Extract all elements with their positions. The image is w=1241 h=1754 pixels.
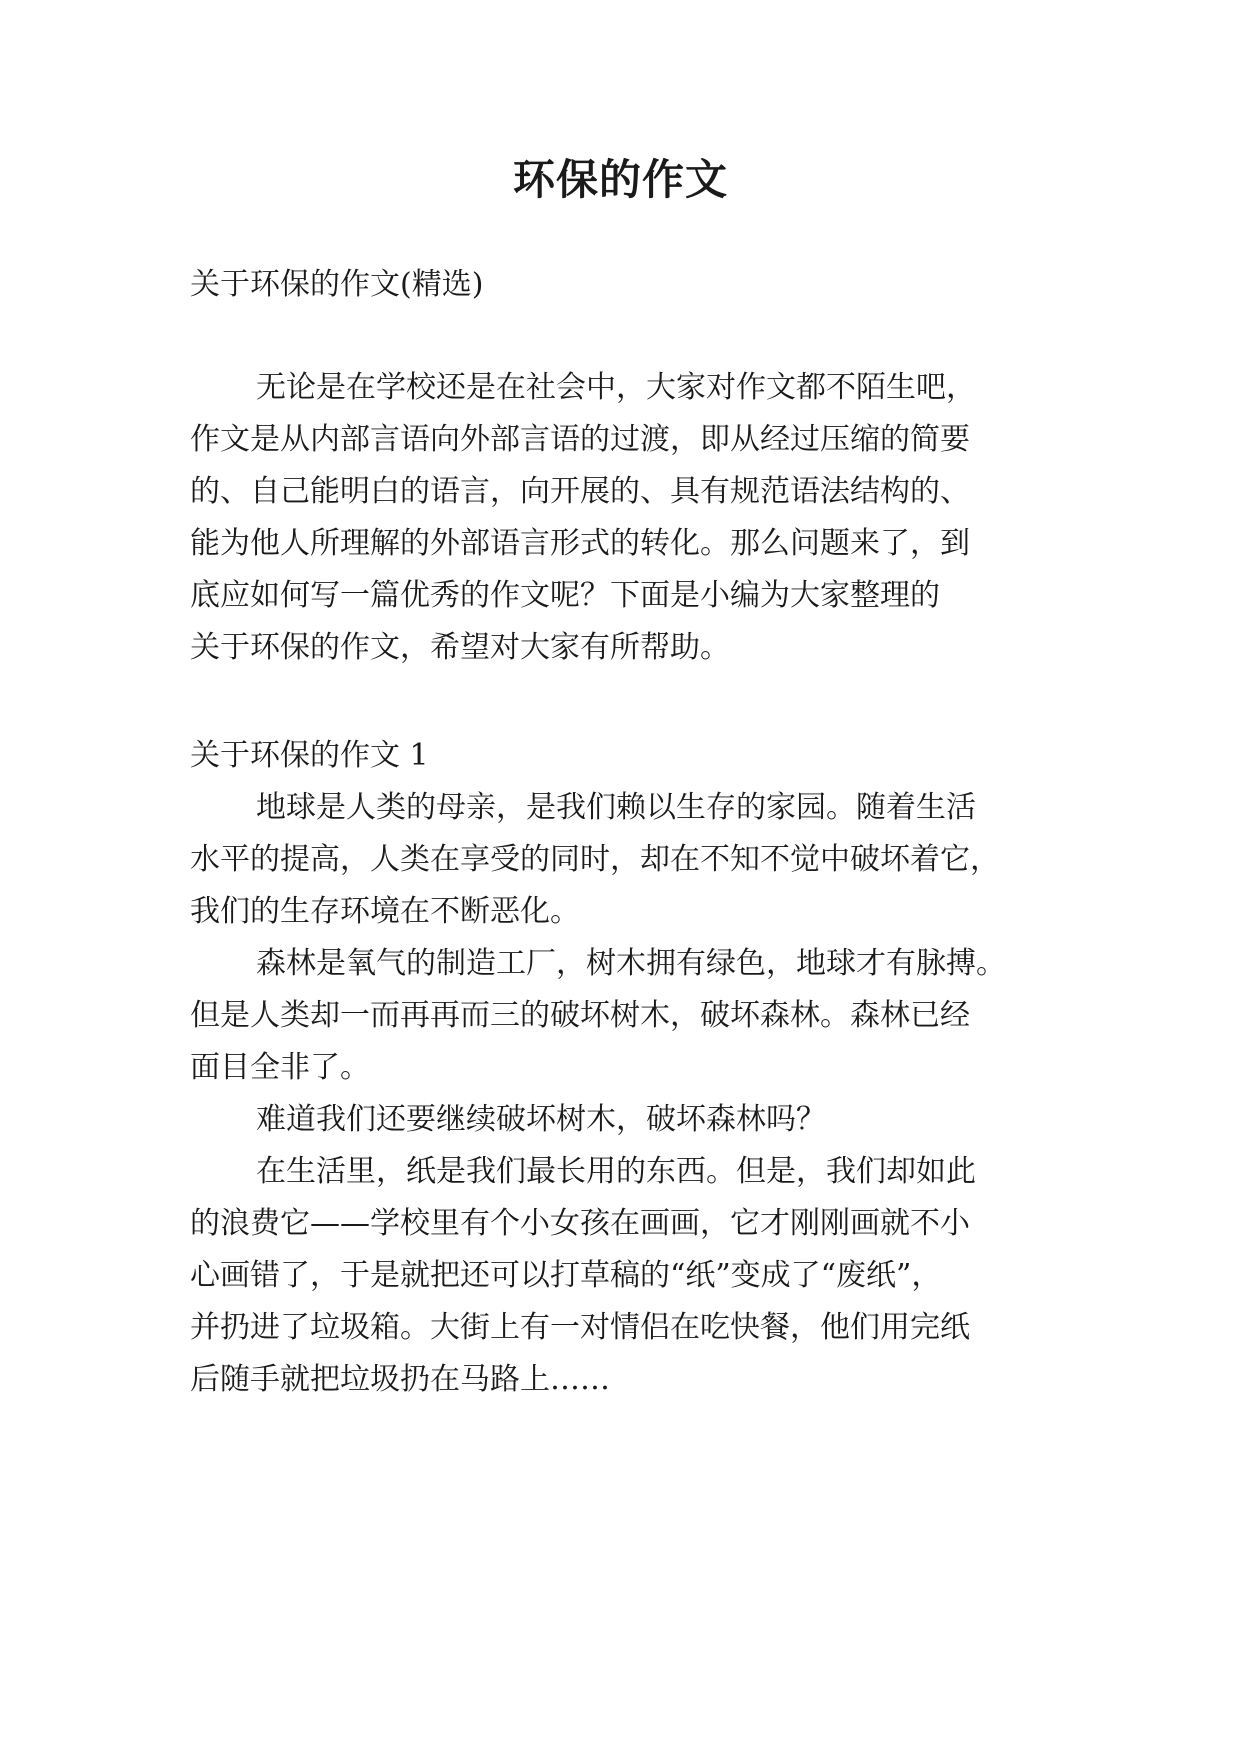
para1-line-3: 我们的生存环境在不断恶化。 [190, 894, 580, 929]
intro-line-1: 无论是在学校还是在社会中，大家对作文都不陌生吧， [256, 370, 976, 405]
para1-line-1: 地球是人类的母亲，是我们赖以生存的家园。随着生活 [256, 790, 976, 825]
document-subtitle: 关于环保的作文(精选) [190, 267, 484, 302]
intro-line-6: 关于环保的作文，希望对大家有所帮助。 [190, 630, 730, 665]
intro-line-4: 能为他人所理解的外部语言形式的转化。那么问题来了，到 [190, 526, 970, 561]
para4-line-5: 后随手就把垃圾扔在马路上…… [190, 1362, 610, 1397]
intro-line-5: 底应如何写一篇优秀的作文呢？下面是小编为大家整理的 [190, 578, 940, 613]
para2-line-1: 森林是氧气的制造工厂，树木拥有绿色，地球才有脉搏。 [256, 946, 1006, 981]
para3-line-1: 难道我们还要继续破坏树木，破坏森林吗？ [256, 1102, 826, 1137]
intro-line-3: 的、自己能明白的语言，向开展的、具有规范语法结构的、 [190, 474, 970, 509]
para2-line-3: 面目全非了。 [190, 1050, 370, 1085]
para4-line-4: 并扔进了垃圾箱。大街上有一对情侣在吃快餐，他们用完纸 [190, 1310, 970, 1345]
para1-line-2: 水平的提高，人类在享受的同时，却在不知不觉中破坏着它， [190, 842, 1000, 877]
para2-line-2: 但是人类却一而再再而三的破坏树木，破坏森林。森林已经 [190, 998, 970, 1033]
para4-line-2: 的浪费它——学校里有个小女孩在画画，它才刚刚画就不小 [190, 1206, 970, 1241]
intro-line-2: 作文是从内部言语向外部言语的过渡，即从经过压缩的简要 [190, 422, 970, 457]
para4-line-3: 心画错了，于是就把还可以打草稿的“纸”变成了“废纸”， [190, 1258, 942, 1293]
para4-line-1: 在生活里，纸是我们最长用的东西。但是，我们却如此 [256, 1154, 976, 1189]
document-title: 环保的作文 [512, 155, 728, 204]
section-heading: 关于环保的作文 1 [190, 738, 429, 773]
